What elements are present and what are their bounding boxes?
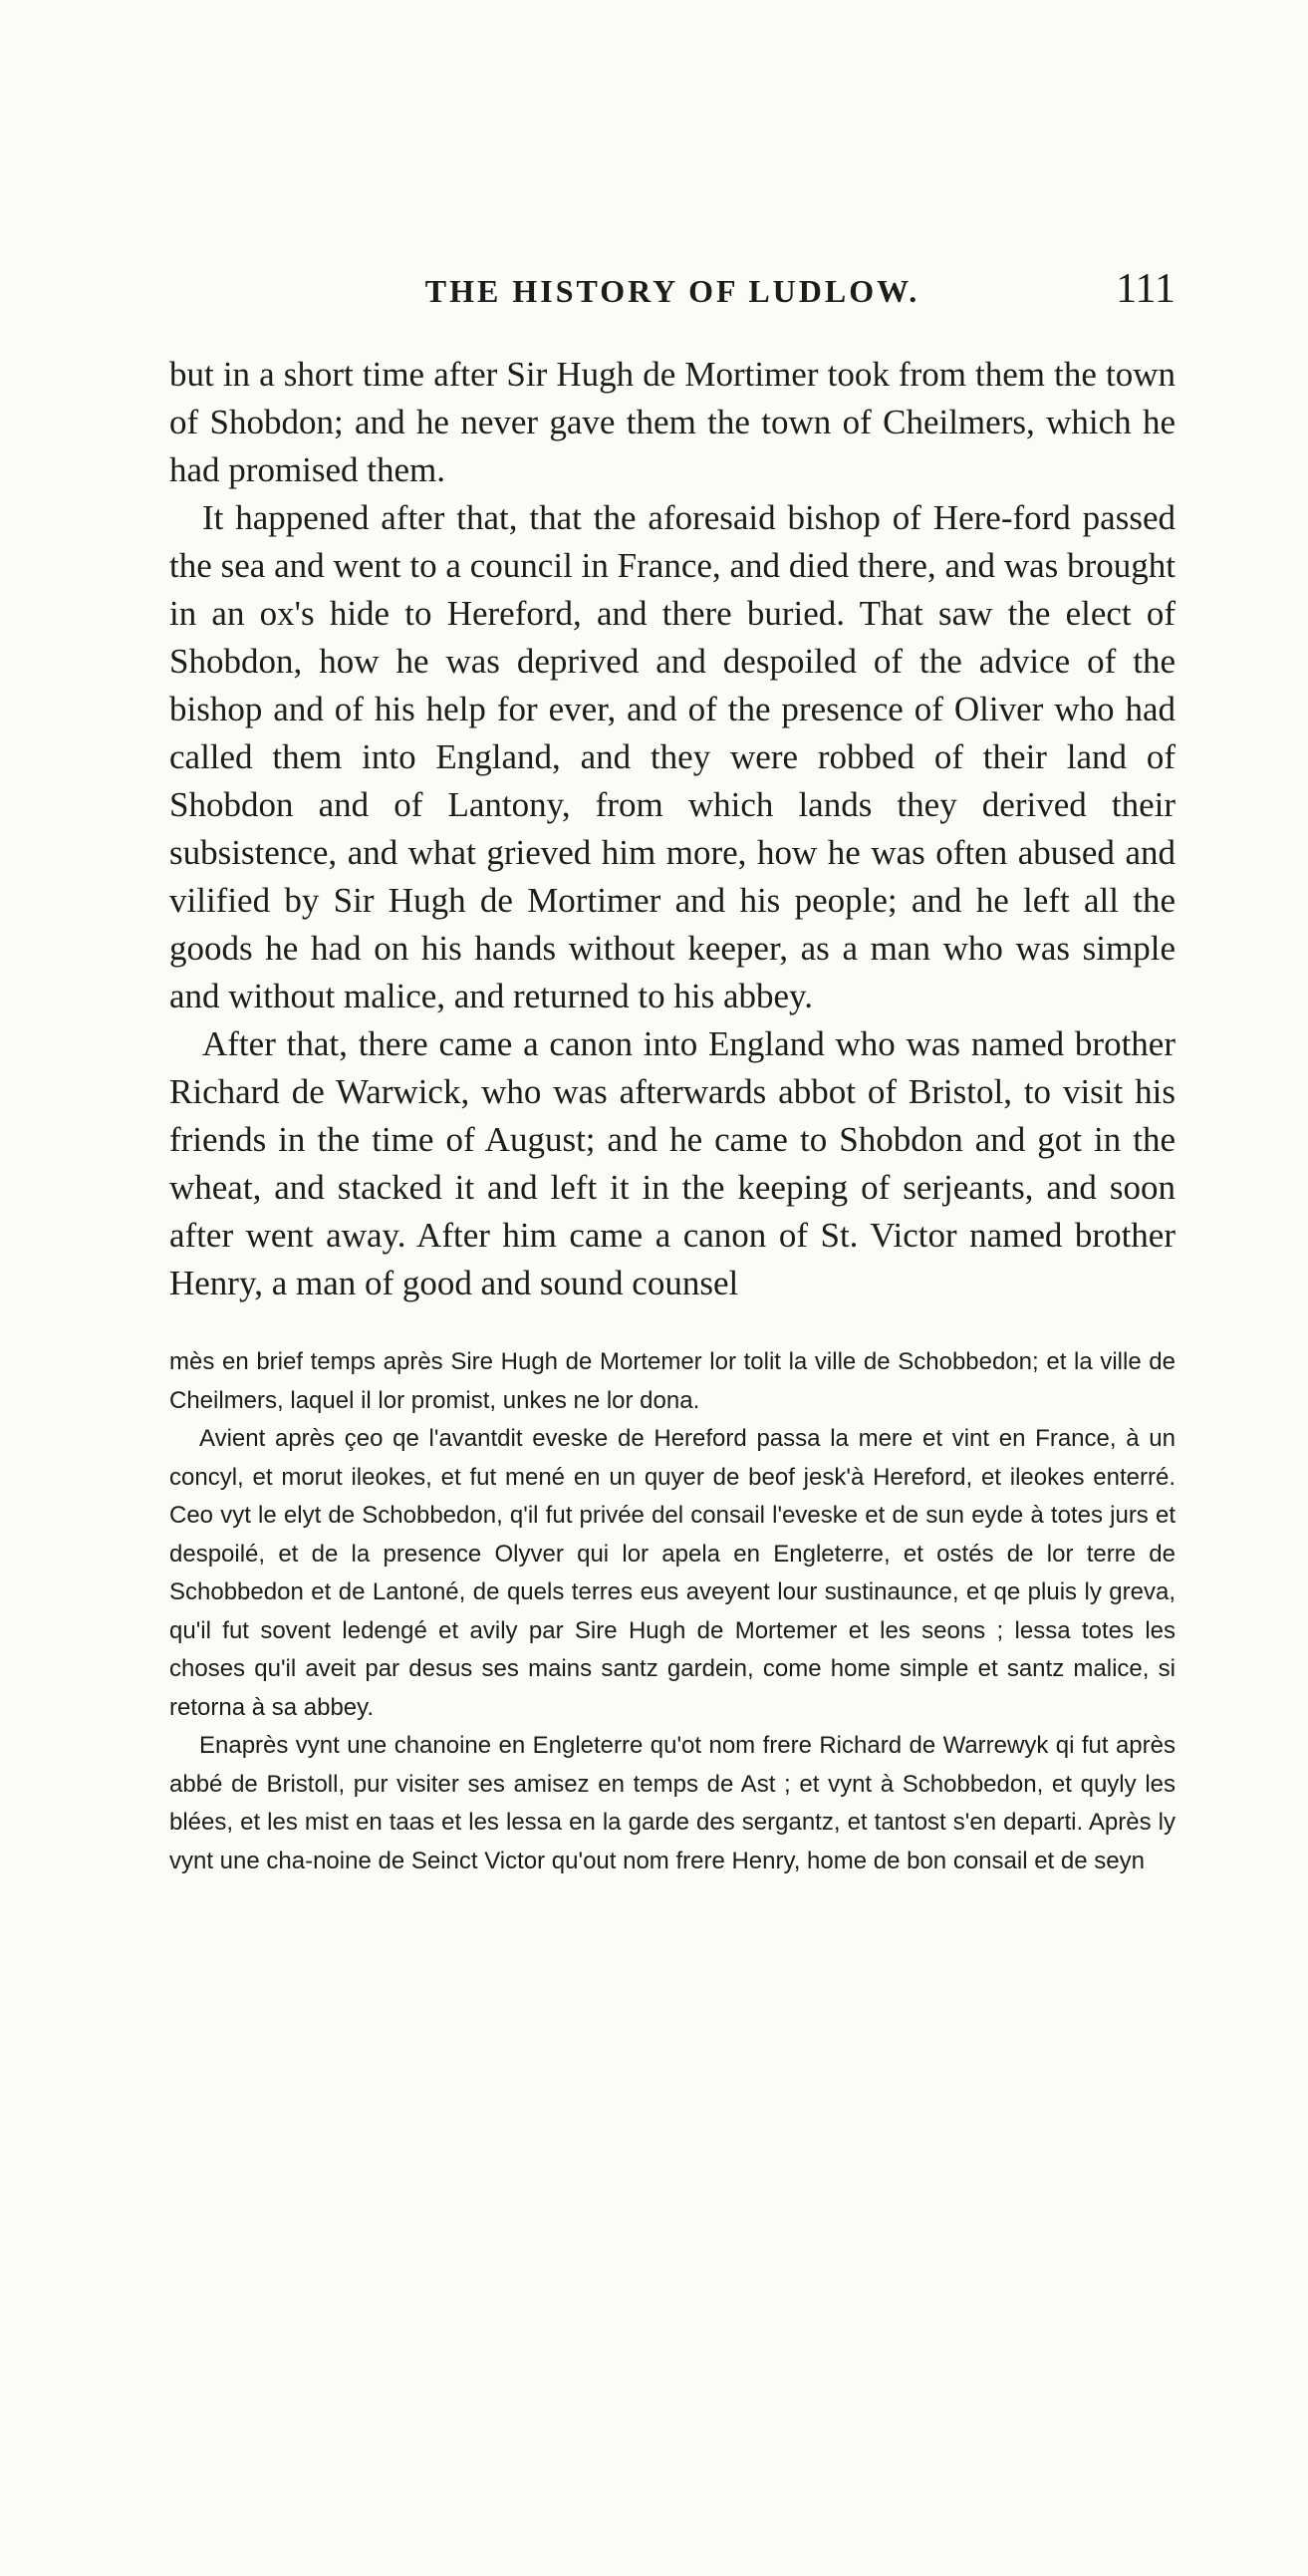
original-french-text — [169, 1343, 1176, 1880]
english-paragraph: It happened after that, that the aforesaid bishop of Here-ford passed the sea and went to a council in France, and died there, and was brought in an ox's hide to Hereford, and there buried. That saw the elect of Shobdon, how he was deprived and despoiled of the advice of the bishop and of his help for ever, and of the presence of Oliver who had called them into England, and they were robbed of their land of Shobdon and of Lantony, from which lands they derived their subsistence, and what grieved him more, how he was often abused and vilified by Sir Hugh de Mortimer and his people; and he left all the goods he had on his hands without keeper, as a man who was simple and without malice, and returned to his abbey. — [169, 498, 1176, 1015]
french-paragraph: Enaprès vynt une chanoine en Engleterre qu'ot nom frere Richard de Warrewyk qi fut après abbé de Bristoll, pur visiter ses amisez en temps de Ast ; et vynt à Schobbedon, et quyly les blées, et les mist en taas et les lessa en la garde des sergantz, et tantost s'en departi. Après ly vynt une cha-noine de Seinct Victor qu'out nom frere Henry, home de bon consail et de seyn — [169, 1732, 1176, 1874]
running-title: THE HISTORY OF LUDLOW. — [424, 273, 920, 309]
english-translation — [169, 351, 1176, 1307]
running-header — [169, 259, 1176, 315]
english-paragraph: After that, there came a canon into England who was named brother Richard de Warwick, who was afterwards abbot of Bristol, to visit his friends in the time of August; and he came to Shobdon and got in the wheat, and stacked it and left it in the keeping of serjeants, and soon after went away. After him came a canon of St. Victor named brother Henry, a man of good and sound counsel — [169, 1024, 1176, 1302]
english-paragraph: but in a short time after Sir Hugh de Mortimer took from them the town of Shobdon; and he never gave them the town of Cheilmers, which he had promised them. — [169, 355, 1176, 489]
page-number: 111 — [1116, 266, 1176, 312]
french-paragraph: mès en brief temps après Sire Hugh de Mortemer lor tolit la ville de Schobbedon; et la ville de Cheilmers, laquel il lor promist, unkes ne lor dona. — [169, 1348, 1176, 1414]
french-paragraph: Avient après çeo qe l'avantdit eveske de Hereford passa la mere et vint en France, à un concyl, et morut ileokes, et fut mené en un quyer de beof jesk'à Hereford, et ileokes enterré. Ceo vyt le elyt de Schobbedon, q'il fut privée del consail l'eveske et de sun eyde à totes jurs et despoilé, et de la presence Olyver qui lor apela en Engleterre, et ostés de lor terre de Schobbedon et de Lantoné, de quels terres eus aveyent lour sustinaunce, et qe pluis ly greva, qu'il fut sovent ledengé et avily par Sire Hugh de Mortemer et les seons ; lessa totes les choses qu'il aveit par desus ses mains santz gardein, come home simple et santz malice, si retorna à sa abbey. — [169, 1425, 1176, 1721]
book-page — [169, 259, 1176, 1880]
